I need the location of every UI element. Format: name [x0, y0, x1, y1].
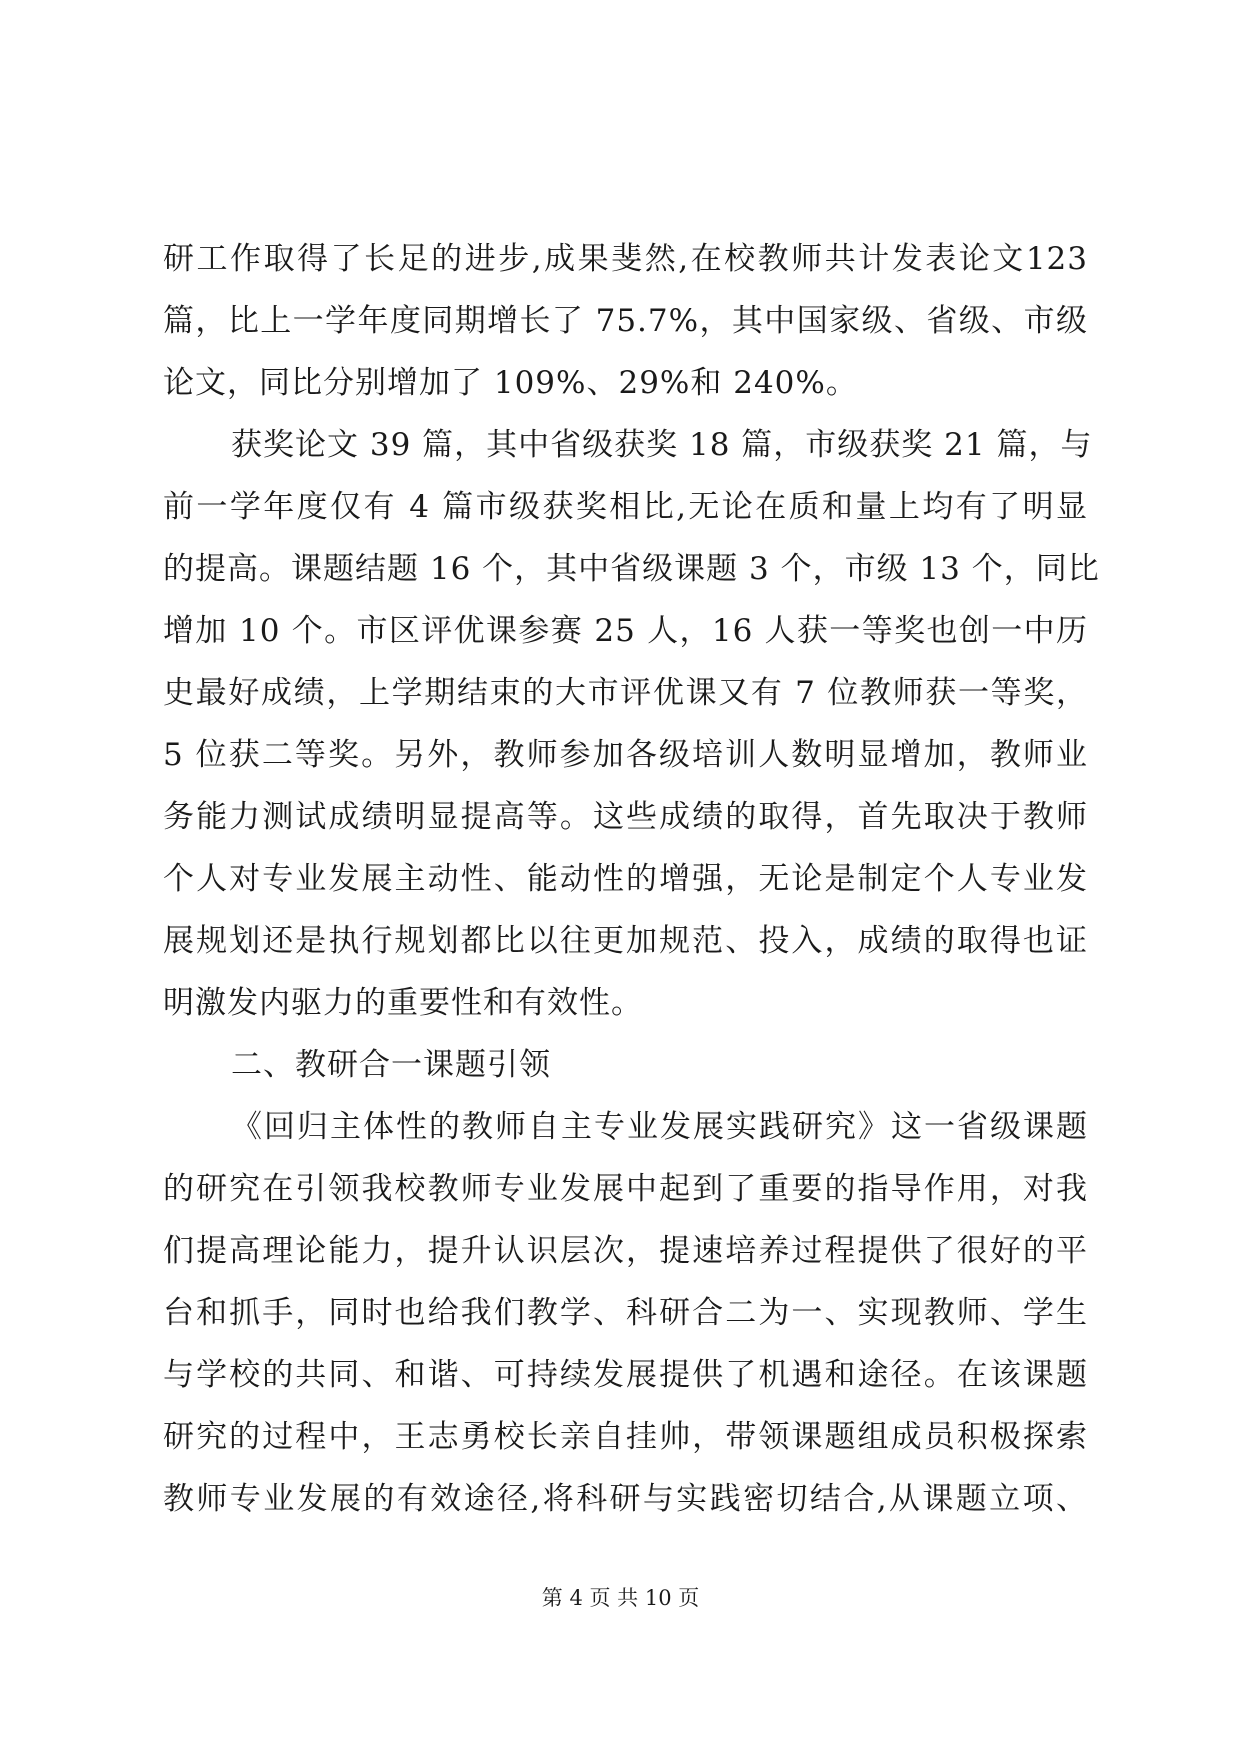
text-line: 台和抓手，同时也给我们教学、科研合二为一、实现教师、学生	[163, 1295, 1088, 1331]
text-line: 篇，比上一学年度同期增长了 75.7%，其中国家级、省级、市级	[163, 303, 1088, 339]
text-line: 们提高理论能力，提升认识层次，提速培养过程提供了很好的平	[163, 1233, 1088, 1269]
text-line: 教师专业发展的有效途径,将科研与实践密切结合,从课题立项、	[163, 1481, 1088, 1517]
text-line: 研工作取得了长足的进步,成果斐然,在校教师共计发表论文123	[163, 241, 1088, 277]
text-line: 前一学年度仅有 4 篇市级获奖相比,无论在质和量上均有了明显	[163, 489, 1088, 525]
body-text	[163, 228, 1100, 1530]
text-line: 史最好成绩，上学期结束的大市评优课又有 7 位教师获一等奖，	[163, 675, 1088, 711]
text-line: 与学校的共同、和谐、可持续发展提供了机遇和途径。在该课题	[163, 1357, 1088, 1393]
text-line: 获奖论文 39 篇，其中省级获奖 18 篇，市级获奖 21 篇，与	[231, 427, 1093, 463]
text-line: 《回归主体性的教师自主专业发展实践研究》这一省级课题	[231, 1109, 1088, 1145]
text-line: 务能力测试成绩明显提高等。这些成绩的取得，首先取决于教师	[163, 799, 1088, 835]
section-heading: 二、教研合一课题引领	[231, 1047, 551, 1083]
text-line: 研究的过程中，王志勇校长亲自挂帅，带领课题组成员积极探索	[163, 1419, 1088, 1455]
text-line: 论文，同比分别增加了 109%、29%和 240%。	[163, 365, 858, 401]
text-line: 增加 10 个。市区评优课参赛 25 人，16 人获一等奖也创一中历	[163, 613, 1088, 649]
text-line: 的研究在引领我校教师专业发展中起到了重要的指导作用，对我	[163, 1171, 1088, 1207]
page-number-footer: 第 4 页 共 10 页	[541, 1586, 700, 1610]
text-line: 的提高。课题结题 16 个，其中省级课题 3 个，市级 13 个，同比	[163, 551, 1100, 587]
text-line: 5 位获二等奖。另外，教师参加各级培训人数明显增加，教师业	[163, 737, 1088, 773]
text-line: 展规划还是执行规划都比以往更加规范、投入，成绩的取得也证	[163, 923, 1088, 959]
text-line: 个人对专业发展主动性、能动性的增强，无论是制定个人专业发	[163, 861, 1088, 897]
text-line: 明激发内驱力的重要性和有效性。	[163, 985, 643, 1021]
